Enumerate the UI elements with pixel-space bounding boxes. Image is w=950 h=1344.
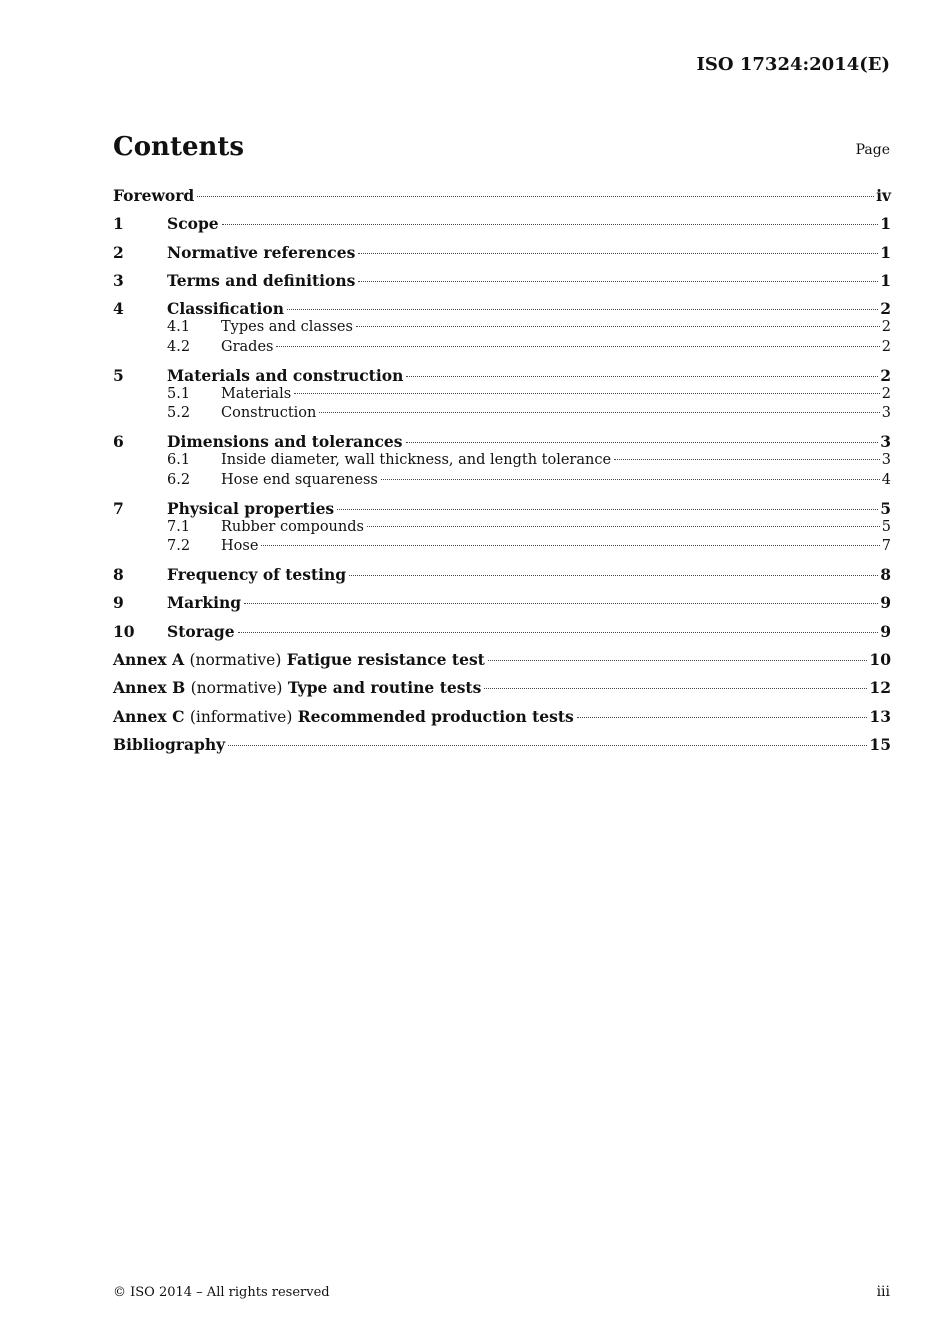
toc-entry-title: Types and classes <box>221 319 353 336</box>
toc-entry-title: Normative references <box>167 242 356 262</box>
annex-label: Annex A <box>113 650 185 670</box>
toc-entry-page: 3 <box>881 405 891 422</box>
toc-entry-annex-b[interactable] <box>113 677 891 705</box>
toc-entry-page: iv <box>876 186 891 205</box>
dot-leader <box>358 252 878 254</box>
toc-entry-page: 8 <box>880 565 891 585</box>
toc-entry-page: 1 <box>880 214 891 234</box>
toc-entry-title: Frequency of testing <box>167 565 347 585</box>
toc-entry-page: 9 <box>880 621 891 641</box>
dot-leader <box>222 223 879 225</box>
annex-label: Annex C <box>113 706 185 726</box>
toc-entry-marking[interactable] <box>113 592 891 620</box>
toc-entry-title: Dimensions and tolerances <box>167 432 403 452</box>
dot-leader <box>358 280 878 282</box>
dot-leader <box>381 478 880 480</box>
toc-entry-title: Rubber compounds <box>221 518 364 535</box>
toc-entry-page: 7 <box>881 538 891 555</box>
toc-entry-title: Construction <box>221 405 317 422</box>
dot-leader <box>228 744 867 746</box>
table-of-contents <box>113 185 891 762</box>
toc-entry-number: 4.1 <box>167 319 191 336</box>
toc-entry-number: 9 <box>113 593 124 613</box>
toc-entry-page: 10 <box>869 650 891 670</box>
toc-entry-normative-references[interactable] <box>113 242 891 270</box>
toc-entry-page: 3 <box>881 452 891 469</box>
toc-entry-grades[interactable] <box>113 338 891 365</box>
contents-heading: Contents <box>113 132 245 162</box>
toc-entry-page: 12 <box>869 678 891 698</box>
toc-entry-number: 7 <box>113 498 124 518</box>
toc-entry-page: 13 <box>869 706 891 726</box>
dot-leader <box>356 325 880 327</box>
toc-entry-page: 2 <box>881 338 891 355</box>
toc-entry-title: Materials <box>221 385 292 402</box>
toc-entry-terms-definitions[interactable] <box>113 270 891 298</box>
toc-entry-types-classes[interactable] <box>113 318 891 338</box>
toc-entry-title <box>113 677 481 699</box>
toc-entry-rubber-compounds[interactable] <box>113 518 891 538</box>
dot-leader <box>261 544 879 546</box>
toc-entry-title: Bibliography <box>113 734 226 754</box>
toc-entry-number: 6.2 <box>167 471 191 488</box>
dot-leader <box>488 659 868 661</box>
dot-leader <box>349 574 878 576</box>
toc-entry-inside-diameter[interactable] <box>113 451 891 471</box>
toc-entry-page: 15 <box>869 734 891 754</box>
dot-leader <box>238 631 879 633</box>
toc-entry-title: Scope <box>167 214 219 234</box>
page-number: iii <box>876 1284 890 1300</box>
toc-entry-foreword[interactable] <box>113 185 891 213</box>
toc-entry-page: 1 <box>880 270 891 290</box>
dot-leader <box>367 525 880 527</box>
toc-entry-bibliography[interactable] <box>113 734 891 762</box>
toc-entry-title: Marking <box>167 593 242 613</box>
toc-entry-title: Hose <box>221 538 259 555</box>
dot-leader <box>276 345 879 347</box>
toc-entry-title: Hose end squareness <box>221 471 378 488</box>
toc-entry-physical-properties[interactable] <box>113 498 891 518</box>
toc-entry-number: 6 <box>113 432 124 452</box>
page-column-label: Page <box>855 142 890 158</box>
dot-leader <box>337 508 878 510</box>
dot-leader <box>294 392 880 394</box>
annex-title: Type and routine tests <box>287 678 482 698</box>
dot-leader <box>406 375 878 377</box>
toc-entry-page: 5 <box>880 498 891 518</box>
annex-title: Fatigue resistance test <box>286 650 485 670</box>
toc-entry-title: Foreword <box>113 186 195 205</box>
toc-entry-number: 7.1 <box>167 518 191 535</box>
dot-leader <box>614 458 880 460</box>
toc-entry-hose[interactable] <box>113 537 891 564</box>
toc-entry-page: 2 <box>880 299 891 319</box>
toc-entry-materials[interactable] <box>113 385 891 405</box>
dot-leader <box>577 716 868 718</box>
toc-entry-dimensions-tolerances[interactable] <box>113 431 891 451</box>
toc-entry-page: 5 <box>881 518 891 535</box>
toc-entry-number: 6.1 <box>167 452 191 469</box>
toc-entry-number: 10 <box>113 621 135 641</box>
toc-entry-title: Grades <box>221 338 274 355</box>
toc-entry-title: Physical properties <box>167 498 335 518</box>
annex-kind: (normative) <box>190 679 283 698</box>
dot-leader <box>484 687 867 689</box>
toc-entry-storage[interactable] <box>113 621 891 649</box>
toc-entry-number: 5 <box>113 365 124 385</box>
toc-entry-number: 7.2 <box>167 538 191 555</box>
annex-kind: (informative) <box>189 707 293 726</box>
dot-leader <box>319 411 879 413</box>
toc-entry-annex-a[interactable] <box>113 649 891 677</box>
toc-entry-number: 2 <box>113 242 124 262</box>
toc-entry-scope[interactable] <box>113 213 891 241</box>
toc-entry-construction[interactable] <box>113 404 891 431</box>
dot-leader <box>287 308 878 310</box>
toc-entry-hose-end-squareness[interactable] <box>113 471 891 498</box>
toc-entry-page: 2 <box>881 319 891 336</box>
toc-entry-page: 1 <box>880 242 891 262</box>
toc-entry-number: 5.2 <box>167 405 191 422</box>
dot-leader <box>197 195 874 197</box>
toc-entry-page: 4 <box>881 471 891 488</box>
toc-entry-title <box>113 649 485 671</box>
toc-entry-page: 3 <box>880 432 891 452</box>
toc-entry-page: 2 <box>881 385 891 402</box>
toc-entry-title: Terms and definitions <box>167 270 356 290</box>
toc-entry-number: 1 <box>113 214 124 234</box>
toc-entry-classification[interactable] <box>113 298 891 318</box>
annex-title: Recommended production tests <box>297 706 574 726</box>
toc-entry-title: Classification <box>167 299 285 319</box>
toc-entry-title <box>113 706 574 728</box>
toc-entry-number: 5.1 <box>167 385 191 402</box>
toc-entry-title: Materials and construction <box>167 365 404 385</box>
toc-entry-title: Storage <box>167 621 235 641</box>
document-identifier: ISO 17324:2014(E) <box>696 54 890 75</box>
toc-entry-annex-c[interactable] <box>113 706 891 734</box>
dot-leader <box>406 441 879 443</box>
toc-entry-materials-construction[interactable] <box>113 365 891 385</box>
toc-entry-page: 2 <box>880 365 891 385</box>
toc-entry-number: 8 <box>113 565 124 585</box>
toc-entry-number: 4.2 <box>167 338 191 355</box>
annex-label: Annex B <box>113 678 186 698</box>
toc-entry-frequency-testing[interactable] <box>113 564 891 592</box>
toc-entry-number: 3 <box>113 270 124 290</box>
annex-kind: (normative) <box>189 651 282 670</box>
toc-entry-title: Inside diameter, wall thickness, and length tolerance <box>221 452 612 469</box>
toc-entry-number: 4 <box>113 299 124 319</box>
copyright-notice: © ISO 2014 – All rights reserved <box>113 1285 330 1300</box>
toc-entry-page: 9 <box>880 593 891 613</box>
dot-leader <box>244 602 878 604</box>
